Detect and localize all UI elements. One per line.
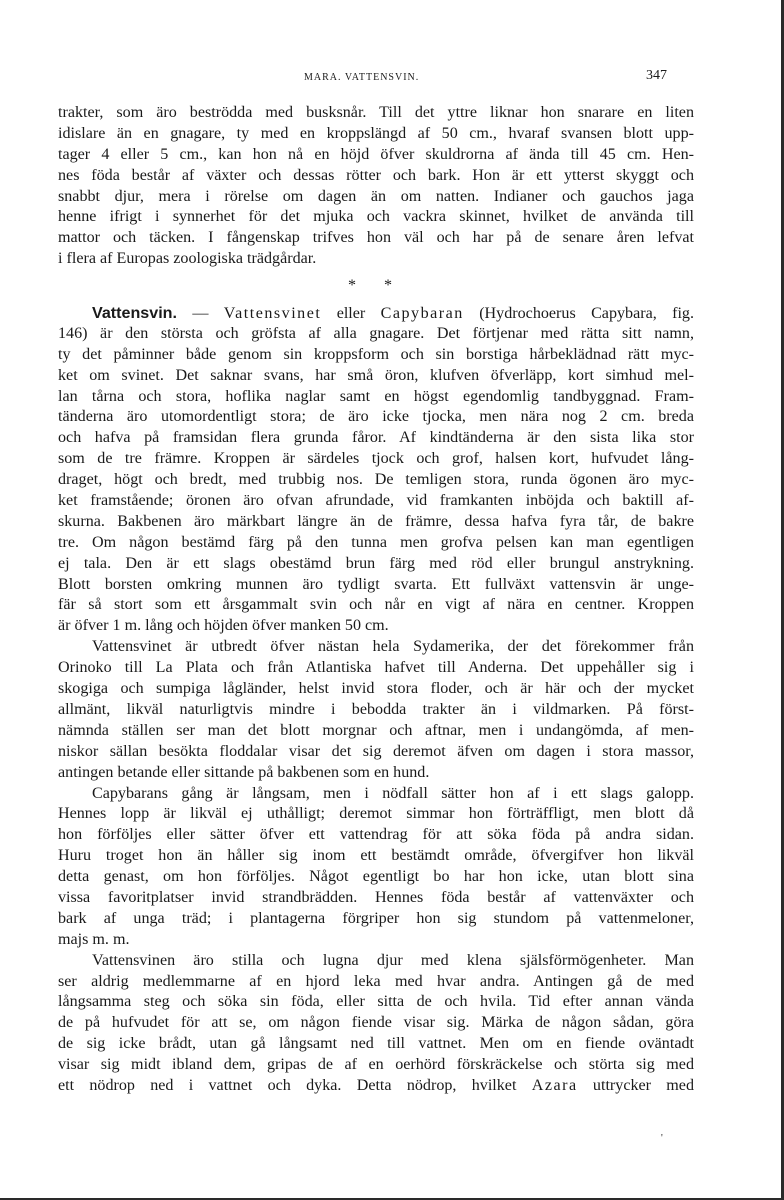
text-line: Vattensvinet är utbredt öfver nästan hela Sydamerika, der det förekommer från <box>92 638 694 656</box>
text-line: de på hufvudet för att se, om någon fiende visar sig. Märka de någon sådan, göra <box>58 1014 694 1032</box>
text-line: vissa favoritplatser invid strandbrädden. Hennes föda består af vattenväxter och <box>58 888 694 906</box>
text-line: niskor sällan besökta floddalar visar det sig deremot äfven om dagen i stora massor, <box>58 742 694 760</box>
text-line: är öfver 1 m. lång och höjden öfver manken 50 cm. <box>58 617 389 635</box>
text-fragment: uttrycker med <box>577 1076 694 1094</box>
text-line: ket framstående; öronen äro ofvan afrundade, vid framkanten inböjda och baktill af- <box>58 492 694 510</box>
section-separator: * * <box>347 277 405 295</box>
text-line: allmänt, likväl naturligtvis mindre i bebodda trakter än i vildmarken. På först- <box>58 700 694 718</box>
text-line: och hafva på framsidan flera grunda fåror. Af kindtänderna är den sista lika stor <box>58 429 694 447</box>
text-line: trakter, som äro beströdda med busksnår. Till det yttre liknar hon snarare en liten <box>58 104 694 121</box>
text-line: mattor och täcken. I fångenskap trifves hon väl och har på de senare åren lefvat <box>58 229 694 247</box>
running-title: MARA. VATTENSVIN. <box>304 72 420 83</box>
text-line: visar sig midt ibland dem, gripas de af en oerhörd förskräckelse och störta sig med <box>58 1056 694 1074</box>
text-line: långsamma steg och söka sin föda, eller sitta de och hvila. Tid efter annan vända <box>58 993 694 1011</box>
text-line: hon förföljes eller sätter öfver ett vattendrag för att söka föda på andra sidan. <box>58 826 694 844</box>
text-line: Hennes lopp är likväl ej uthålligt; deremot simmar hon förträffligt, men blott då <box>58 805 694 823</box>
text-line: henne ifrigt i synnerhet för det mjuka och vackra skinnet, hvilket de använda till <box>58 208 694 226</box>
text-line: majs m. m. <box>58 930 130 948</box>
text-line: skogiga och sumpiga lågländer, helst invid stora floder, och är här och der mycket <box>58 680 694 698</box>
text-line: som de tre främre. Kroppen är särdeles tjock och grof, halsen kort, hufvudet lång- <box>58 450 694 468</box>
text-line: detta genast, om hon förföljes. Något egentligt bo har hon icke, utan blott sina <box>58 868 694 886</box>
text-line: fär så stort som ett årsgammalt svin och når en vigt af nära en centner. Kroppen <box>58 596 694 614</box>
text-fragment: eller <box>321 305 381 323</box>
running-head <box>0 68 784 90</box>
section-lead-dash: — <box>176 305 224 323</box>
text-line: antingen betande eller sittande på bakbenen som en hund. <box>58 763 430 781</box>
text-fragment: ett nödrop ned i vattnet och dyka. Detta nödrop, hvilket <box>58 1076 532 1094</box>
text-line <box>58 1076 694 1097</box>
text-line: skurna. Bakbenen äro märkbart längre än de främre, dessa hafva fyra tår, de bakre <box>58 512 694 530</box>
section-lead-word: Vattensvin. <box>92 304 177 323</box>
text-line: 146) är den största och gröfsta af alla gnagare. Det förtjenar med rätta sitt namn, <box>58 324 694 342</box>
text-line: ket om svinet. Det saknar svans, har små öron, klufven öfverläpp, kort simhud mel- <box>58 366 694 384</box>
text-line: ser aldrig medlemmarne af en hjord leka med hvar andra. Antingen gå de med <box>58 972 694 990</box>
text-line: snabbt djur, mera i rörelse om dagen än om natten. Indianer och gauchos jaga <box>58 187 694 205</box>
text-line: nes föda består af växter och dessas rötter och bark. Hon är ett ytterst skyggt och <box>58 166 694 184</box>
page-number: 347 <box>646 68 667 83</box>
text-line: ej tala. Den är ett slags obestämd brun färg med röd eller brungul anstrykning. <box>58 554 694 572</box>
spaced-term: Vattensvinet <box>223 305 322 323</box>
text-line: Blott borsten omkring munnen äro tydligt svarta. Ett fullväxt vattensvin är unge- <box>58 575 694 593</box>
text-line: bark af unga träd; i plantagerna förgriper hon sig stundom på vattenmeloner, <box>58 909 694 927</box>
text-line: Huru troget hon än håller sig inom ett bestämdt område, öfvergifver hon likväl <box>58 847 694 865</box>
text-line: idislare än en gnagare, ty med en kroppslängd af 50 cm., hvaraf svansen blott upp- <box>58 124 694 142</box>
text-line: de sig icke brådt, utan gå långsamt ned till vattnet. Men om en fiende oväntadt <box>58 1035 694 1053</box>
text-line: ty det påminner både genom sin kroppsform och sin borstiga hårbeklädnad rätt myc- <box>58 345 694 363</box>
spaced-term: Azara <box>531 1076 578 1094</box>
spaced-term: Capybaran <box>380 305 464 323</box>
text-line: tre. Om någon bestämd färg på den tunna men grofva pelsen kan man egentligen <box>58 533 694 551</box>
section-lead-line <box>58 303 694 324</box>
body-text <box>58 103 694 1097</box>
text-line: Orinoko till La Plata och från Atlantiska hafvet till Anderna. Det uppehåller sig i <box>58 659 694 677</box>
text-line: lan tårna och stora, hoflika naglar samt en högst egendomlig tandbyggnad. Fram- <box>58 387 694 405</box>
text-line: Vattensvinen äro stilla och lugna djur med klena själsförmögenheter. Man <box>92 951 694 969</box>
text-line: nämnda ställen ser man det blott morgnar och aftnar, men i undangömda, af men- <box>58 721 694 739</box>
text-line: tager 4 eller 5 cm., kan hon nå en höjd öfver skuldrorna af ända till 45 cm. Hen- <box>58 145 694 163</box>
stray-mark: ' <box>661 1133 663 1144</box>
text-fragment: (Hydrochoerus Capybara, fig. <box>463 305 694 323</box>
text-line: Capybarans gång är långsam, men i nödfall sätter hon af i ett slags galopp. <box>92 784 694 802</box>
text-line: i flera af Europas zoologiska trädgårdar. <box>58 250 317 268</box>
text-line: draget, högt och bredt, med trubbig nos. De temligen stora, runda ögonen äro myc- <box>58 471 694 489</box>
text-line: tänderna äro utomordentligt stora; de äro icke tjocka, men nära nog 2 cm. breda <box>58 408 694 426</box>
